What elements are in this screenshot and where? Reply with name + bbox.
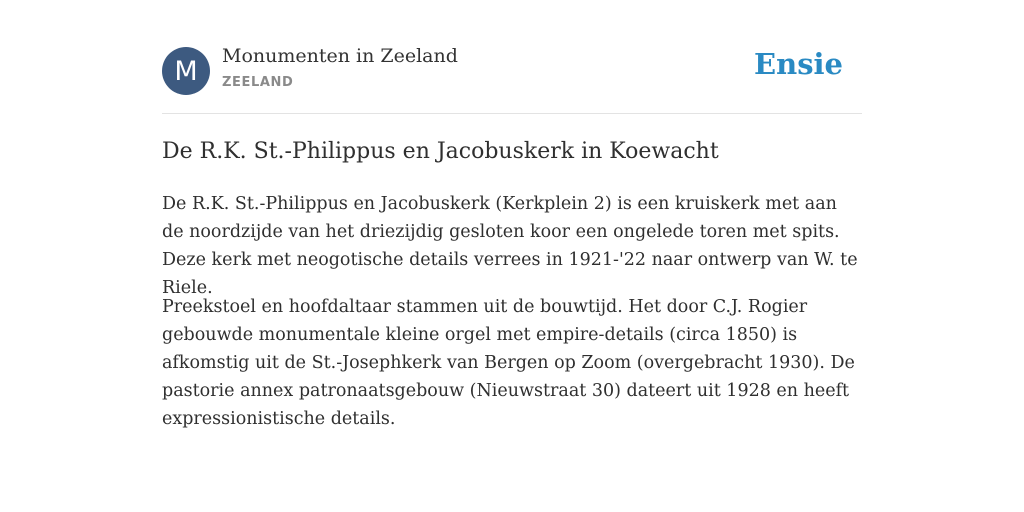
collection-subtitle: ZEELAND — [222, 75, 294, 90]
article-title: De R.K. St.-Philippus en Jacobuskerk in Koewacht — [162, 139, 719, 164]
collection-name-link[interactable]: Monumenten in Zeeland — [222, 45, 458, 67]
collection-header — [162, 0, 862, 114]
article-paragraph-2: Preekstoel en hoofdaltaar stammen uit de bouwtijd. Het door C.J. Rogier gebouwde monumentale kleine orgel met empire-details (circa 1850) is afkomstig uit de St.-Josephkerk van Bergen op Zoom (overgebracht 1930). De pastorie annex patronaatsgebouw (Nieuwstraat 30) dateert uit 1928 en heeft expressionistische details. — [162, 297, 855, 429]
article-card — [162, 0, 862, 429]
article-paragraph-1: De R.K. St.-Philippus en Jacobuskerk (Kerkplein 2) is een kruiskerk met aan de noordzijde van het driezijdig gesloten koor een ongelede toren met spits. Deze kerk met neogotische details verrees in 1921-'22 naar ontwerp van W. te Riele. — [162, 194, 858, 298]
ensie-logo[interactable]: Ensie — [754, 47, 843, 81]
collection-avatar[interactable]: M — [162, 47, 210, 95]
